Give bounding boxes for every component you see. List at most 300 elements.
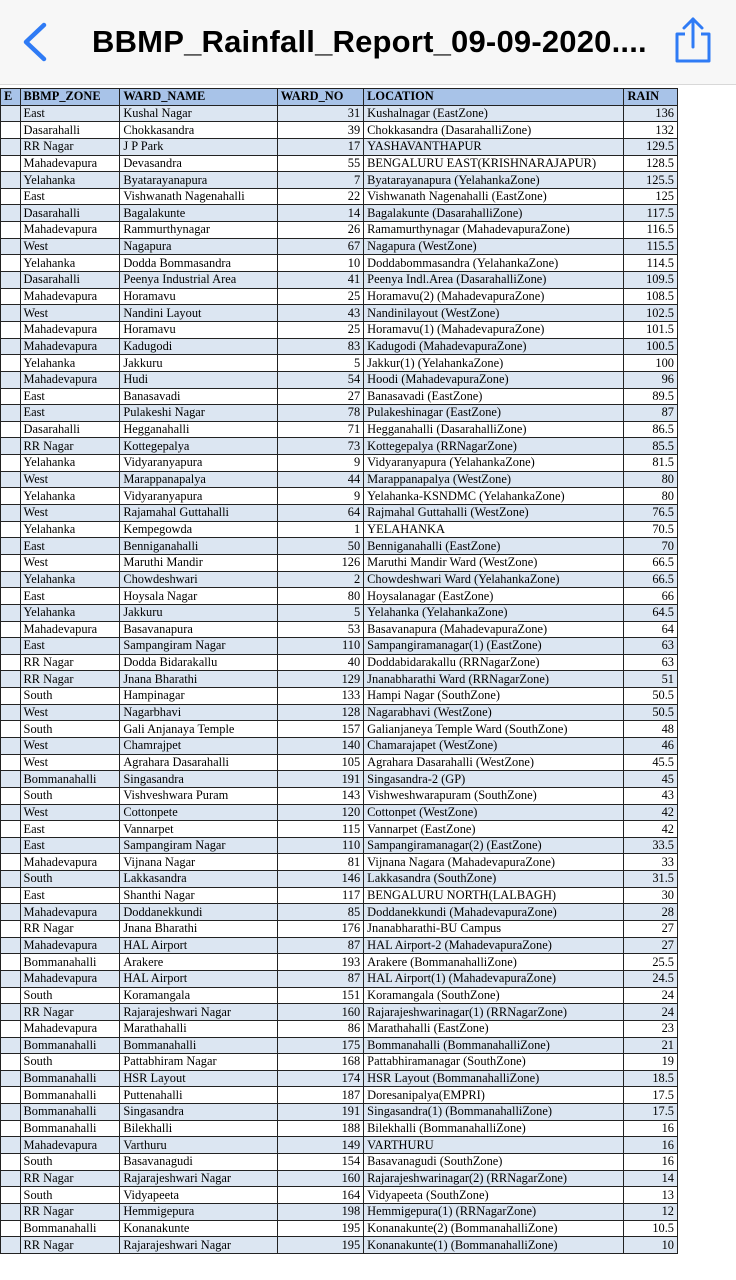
cell-location: BENGALURU NORTH(LALBAGH) [364, 887, 624, 904]
cell-ward-name: Chokkasandra [120, 122, 277, 139]
cell-ward-no: 117 [277, 887, 363, 904]
cell-ward-name: Rajamahal Guttahalli [120, 505, 277, 522]
cell-zone: Mahadevapura [20, 937, 120, 954]
cell-ward-no: 25 [277, 321, 363, 338]
cell-ward-name: Rammurthynagar [120, 222, 277, 239]
cell-location: Pattabhiramanagar (SouthZone) [364, 1054, 624, 1071]
cell-zone: Yelahanka [20, 521, 120, 538]
cell-ward-name: J P Park [120, 138, 277, 155]
cell-e [1, 471, 21, 488]
cell-location: Kottegepalya (RRNagarZone) [364, 438, 624, 455]
cell-e [1, 654, 21, 671]
cell-ward-name: Hampinagar [120, 688, 277, 705]
table-row [1, 272, 678, 289]
cell-location: Rajarajeshwarinagar(2) (RRNagarZone) [364, 1170, 624, 1187]
cell-location: Basavanagudi (SouthZone) [364, 1154, 624, 1171]
cell-rain: 23 [624, 1020, 678, 1037]
cell-ward-no: 86 [277, 1020, 363, 1037]
cell-rain: 17.5 [624, 1087, 678, 1104]
cell-ward-name: Bommanahalli [120, 1037, 277, 1054]
cell-zone: Bommanahalli [20, 1087, 120, 1104]
cell-ward-no: 73 [277, 438, 363, 455]
cell-location: Vidyapeeta (SouthZone) [364, 1187, 624, 1204]
cell-ward-name: Vishveshwara Puram [120, 787, 277, 804]
cell-e [1, 1187, 21, 1204]
cell-ward-no: 193 [277, 954, 363, 971]
cell-e [1, 1154, 21, 1171]
cell-ward-no: 140 [277, 737, 363, 754]
cell-ward-no: 191 [277, 1104, 363, 1121]
cell-ward-no: 143 [277, 787, 363, 804]
cell-e [1, 821, 21, 838]
cell-rain: 30 [624, 887, 678, 904]
cell-ward-name: Doddanekkundi [120, 904, 277, 921]
cell-location: Doddabommasandra (YelahankaZone) [364, 255, 624, 272]
cell-rain: 132 [624, 122, 678, 139]
cell-e [1, 222, 21, 239]
cell-zone: Bommanahalli [20, 1070, 120, 1087]
cell-rain: 80 [624, 488, 678, 505]
cell-zone: Mahadevapura [20, 155, 120, 172]
table-row [1, 954, 678, 971]
cell-ward-name: Marathahalli [120, 1020, 277, 1037]
cell-zone: South [20, 688, 120, 705]
cell-rain: 16 [624, 1120, 678, 1137]
cell-ward-name: Byatarayanapura [120, 172, 277, 189]
cell-rain: 24.5 [624, 970, 678, 987]
cell-ward-name: Banasavadi [120, 388, 277, 405]
cell-e [1, 854, 21, 871]
cell-e [1, 505, 21, 522]
cell-e [1, 638, 21, 655]
cell-ward-name: Hegganahalli [120, 421, 277, 438]
cell-ward-no: 154 [277, 1154, 363, 1171]
cell-rain: 46 [624, 737, 678, 754]
cell-location: Banasavadi (EastZone) [364, 388, 624, 405]
cell-rain: 28 [624, 904, 678, 921]
cell-ward-no: 126 [277, 554, 363, 571]
cell-ward-no: 151 [277, 987, 363, 1004]
table-row [1, 538, 678, 555]
cell-e [1, 421, 21, 438]
cell-ward-name: Puttenahalli [120, 1087, 277, 1104]
cell-ward-name: Dodda Bidarakallu [120, 654, 277, 671]
cell-rain: 50.5 [624, 704, 678, 721]
cell-ward-name: Vijnana Nagar [120, 854, 277, 871]
cell-zone: South [20, 1154, 120, 1171]
cell-location: Hoodi (MahadevapuraZone) [364, 371, 624, 388]
cell-ward-no: 1 [277, 521, 363, 538]
column-header-ward-name: WARD_NAME [120, 89, 277, 106]
cell-ward-no: 198 [277, 1203, 363, 1220]
cell-zone: South [20, 721, 120, 738]
cell-e [1, 238, 21, 255]
cell-rain: 86.5 [624, 421, 678, 438]
cell-zone: East [20, 405, 120, 422]
cell-zone: Bommanahalli [20, 1120, 120, 1137]
cell-location: Horamavu(2) (MahadevapuraZone) [364, 288, 624, 305]
cell-ward-name: Rajarajeshwari Nagar [120, 1237, 277, 1254]
cell-e [1, 1054, 21, 1071]
table-row [1, 1070, 678, 1087]
cell-location: Kadugodi (MahadevapuraZone) [364, 338, 624, 355]
cell-e [1, 588, 21, 605]
cell-ward-no: 27 [277, 388, 363, 405]
cell-zone: Bommanahalli [20, 771, 120, 788]
cell-ward-name: Kempegowda [120, 521, 277, 538]
cell-e [1, 288, 21, 305]
table-row [1, 488, 678, 505]
cell-zone: Mahadevapura [20, 621, 120, 638]
cell-rain: 19 [624, 1054, 678, 1071]
cell-e [1, 1120, 21, 1137]
cell-location: Singasandra(1) (BommanahalliZone) [364, 1104, 624, 1121]
cell-location: Koramangala (SouthZone) [364, 987, 624, 1004]
cell-ward-no: 191 [277, 771, 363, 788]
cell-e [1, 355, 21, 372]
cell-rain: 89.5 [624, 388, 678, 405]
cell-zone: East [20, 821, 120, 838]
table-row [1, 455, 678, 472]
chevron-left-icon[interactable] [20, 22, 50, 62]
cell-zone: West [20, 804, 120, 821]
cell-location: Pulakeshinagar (EastZone) [364, 405, 624, 422]
cell-ward-name: Horamavu [120, 321, 277, 338]
cell-zone: Yelahanka [20, 571, 120, 588]
cell-zone: RR Nagar [20, 654, 120, 671]
table-row [1, 688, 678, 705]
cell-rain: 10.5 [624, 1220, 678, 1237]
cell-zone: Bommanahalli [20, 954, 120, 971]
cell-rain: 18.5 [624, 1070, 678, 1087]
cell-e [1, 688, 21, 705]
cell-zone: East [20, 188, 120, 205]
cell-ward-name: Varthuru [120, 1137, 277, 1154]
cell-ward-no: 43 [277, 305, 363, 322]
cell-location: Konanakunte(2) (BommanahalliZone) [364, 1220, 624, 1237]
cell-ward-no: 31 [277, 105, 363, 122]
cell-ward-name: Marappanapalya [120, 471, 277, 488]
cell-ward-name: Sampangiram Nagar [120, 837, 277, 854]
top-navigation-bar [0, 0, 736, 85]
cell-location: Bagalakunte (DasarahalliZone) [364, 205, 624, 222]
cell-rain: 27 [624, 921, 678, 938]
cell-location: Singasandra-2 (GP) [364, 771, 624, 788]
cell-location: Basavanapura (MahadevapuraZone) [364, 621, 624, 638]
table-row [1, 904, 678, 921]
cell-location: Bilekhalli (BommanahalliZone) [364, 1120, 624, 1137]
cell-ward-no: 176 [277, 921, 363, 938]
cell-rain: 43 [624, 787, 678, 804]
table-row [1, 887, 678, 904]
table-row [1, 255, 678, 272]
table-row [1, 621, 678, 638]
cell-rain: 33.5 [624, 837, 678, 854]
cell-e [1, 887, 21, 904]
cell-rain: 101.5 [624, 321, 678, 338]
cell-rain: 16 [624, 1137, 678, 1154]
table-row [1, 1020, 678, 1037]
cell-rain: 136 [624, 105, 678, 122]
column-header-ward-no: WARD_NO [277, 89, 363, 106]
cell-zone: RR Nagar [20, 921, 120, 938]
share-icon[interactable] [672, 16, 714, 64]
cell-location: Doresanipalya(EMPRI) [364, 1087, 624, 1104]
table-row [1, 588, 678, 605]
cell-location: Nandinilayout (WestZone) [364, 305, 624, 322]
cell-ward-name: Horamavu [120, 288, 277, 305]
cell-ward-no: 164 [277, 1187, 363, 1204]
table-row [1, 721, 678, 738]
cell-e [1, 704, 21, 721]
table-row [1, 1037, 678, 1054]
cell-location: Doddabidarakallu (RRNagarZone) [364, 654, 624, 671]
cell-zone: West [20, 471, 120, 488]
cell-zone: West [20, 754, 120, 771]
cell-ward-no: 87 [277, 970, 363, 987]
cell-zone: Mahadevapura [20, 970, 120, 987]
cell-e [1, 388, 21, 405]
cell-rain: 116.5 [624, 222, 678, 239]
cell-zone: East [20, 638, 120, 655]
cell-ward-name: Basavanapura [120, 621, 277, 638]
cell-zone: Yelahanka [20, 455, 120, 472]
cell-zone: Dasarahalli [20, 205, 120, 222]
document-viewer[interactable] [0, 88, 736, 1280]
table-row [1, 937, 678, 954]
cell-e [1, 671, 21, 688]
cell-rain: 87 [624, 405, 678, 422]
cell-location: Hoysalanagar (EastZone) [364, 588, 624, 605]
cell-ward-no: 41 [277, 272, 363, 289]
cell-ward-no: 160 [277, 1170, 363, 1187]
cell-rain: 125.5 [624, 172, 678, 189]
table-row [1, 238, 678, 255]
cell-ward-name: Basavanagudi [120, 1154, 277, 1171]
table-row [1, 754, 678, 771]
cell-ward-no: 160 [277, 1004, 363, 1021]
cell-ward-no: 5 [277, 355, 363, 372]
cell-rain: 31.5 [624, 871, 678, 888]
table-row [1, 654, 678, 671]
cell-ward-name: Jakkuru [120, 355, 277, 372]
cell-e [1, 1020, 21, 1037]
cell-ward-no: 168 [277, 1054, 363, 1071]
cell-ward-no: 133 [277, 688, 363, 705]
cell-location: Agrahara Dasarahalli (WestZone) [364, 754, 624, 771]
column-header-rain: RAIN [624, 89, 678, 106]
cell-location: Peenya Indl.Area (DasarahalliZone) [364, 272, 624, 289]
table-row [1, 155, 678, 172]
cell-e [1, 338, 21, 355]
table-row [1, 355, 678, 372]
table-row [1, 1154, 678, 1171]
cell-location: Rajarajeshwarinagar(1) (RRNagarZone) [364, 1004, 624, 1021]
cell-ward-name: HSR Layout [120, 1070, 277, 1087]
cell-e [1, 455, 21, 472]
cell-rain: 21 [624, 1037, 678, 1054]
cell-location: Vishwanath Nagenahalli (EastZone) [364, 188, 624, 205]
cell-ward-no: 110 [277, 638, 363, 655]
cell-rain: 27 [624, 937, 678, 954]
table-row [1, 771, 678, 788]
cell-zone: Mahadevapura [20, 288, 120, 305]
cell-zone: Mahadevapura [20, 321, 120, 338]
cell-rain: 70.5 [624, 521, 678, 538]
cell-rain: 12 [624, 1203, 678, 1220]
table-row [1, 871, 678, 888]
cell-ward-no: 110 [277, 837, 363, 854]
cell-e [1, 554, 21, 571]
cell-ward-name: Maruthi Mandir [120, 554, 277, 571]
document-title: BBMP_Rainfall_Report_09-09-2020.... [92, 24, 647, 59]
cell-ward-no: 85 [277, 904, 363, 921]
cell-e [1, 1170, 21, 1187]
cell-ward-no: 22 [277, 188, 363, 205]
cell-ward-name: Chowdeshwari [120, 571, 277, 588]
cell-zone: Yelahanka [20, 172, 120, 189]
table-row [1, 821, 678, 838]
cell-ward-no: 87 [277, 937, 363, 954]
cell-zone: Mahadevapura [20, 1137, 120, 1154]
cell-ward-name: Hudi [120, 371, 277, 388]
cell-ward-name: Pattabhiram Nagar [120, 1054, 277, 1071]
table-row [1, 138, 678, 155]
cell-e [1, 970, 21, 987]
table-row [1, 505, 678, 522]
cell-ward-name: HAL Airport [120, 937, 277, 954]
cell-ward-no: 71 [277, 421, 363, 438]
table-row [1, 837, 678, 854]
cell-location: Maruthi Mandir Ward (WestZone) [364, 554, 624, 571]
cell-location: Vidyaranyapura (YelahankaZone) [364, 455, 624, 472]
cell-ward-no: 39 [277, 122, 363, 139]
cell-ward-name: Agrahara Dasarahalli [120, 754, 277, 771]
cell-zone: RR Nagar [20, 1203, 120, 1220]
cell-ward-name: Bagalakunte [120, 205, 277, 222]
cell-ward-no: 2 [277, 571, 363, 588]
cell-ward-no: 195 [277, 1220, 363, 1237]
cell-e [1, 305, 21, 322]
cell-ward-no: 80 [277, 588, 363, 605]
cell-e [1, 1037, 21, 1054]
table-row [1, 122, 678, 139]
cell-location: BENGALURU EAST(KRISHNARAJAPUR) [364, 155, 624, 172]
cell-ward-name: Rajarajeshwari Nagar [120, 1004, 277, 1021]
cell-location: Kushalnagar (EastZone) [364, 105, 624, 122]
cell-e [1, 521, 21, 538]
cell-ward-no: 26 [277, 222, 363, 239]
cell-ward-name: Rajarajeshwari Nagar [120, 1170, 277, 1187]
cell-zone: RR Nagar [20, 671, 120, 688]
cell-zone: Bommanahalli [20, 1220, 120, 1237]
table-row [1, 1187, 678, 1204]
cell-ward-no: 67 [277, 238, 363, 255]
cell-zone: Mahadevapura [20, 904, 120, 921]
cell-e [1, 787, 21, 804]
cell-ward-name: Dodda Bommasandra [120, 255, 277, 272]
cell-ward-no: 25 [277, 288, 363, 305]
cell-ward-no: 129 [277, 671, 363, 688]
cell-zone: Dasarahalli [20, 272, 120, 289]
cell-ward-name: Devasandra [120, 155, 277, 172]
cell-e [1, 921, 21, 938]
cell-location: Byatarayanapura (YelahankaZone) [364, 172, 624, 189]
cell-zone: Yelahanka [20, 488, 120, 505]
cell-location: Sampangiramanagar(1) (EastZone) [364, 638, 624, 655]
cell-zone: Dasarahalli [20, 421, 120, 438]
cell-ward-name: Vishwanath Nagenahalli [120, 188, 277, 205]
cell-rain: 109.5 [624, 272, 678, 289]
cell-ward-name: Konanakunte [120, 1220, 277, 1237]
cell-e [1, 188, 21, 205]
cell-location: Horamavu(1) (MahadevapuraZone) [364, 321, 624, 338]
column-header-e: E [1, 89, 21, 106]
cell-ward-no: 175 [277, 1037, 363, 1054]
cell-zone: East [20, 538, 120, 555]
cell-e [1, 1237, 21, 1254]
cell-location: HSR Layout (BommanahalliZone) [364, 1070, 624, 1087]
cell-rain: 64 [624, 621, 678, 638]
cell-ward-name: Hoysala Nagar [120, 588, 277, 605]
cell-location: Konanakunte(1) (BommanahalliZone) [364, 1237, 624, 1254]
cell-rain: 45 [624, 771, 678, 788]
cell-rain: 129.5 [624, 138, 678, 155]
table-row [1, 1004, 678, 1021]
cell-ward-name: Vannarpet [120, 821, 277, 838]
cell-rain: 63 [624, 638, 678, 655]
cell-e [1, 621, 21, 638]
cell-e [1, 488, 21, 505]
cell-location: Galianjaneya Temple Ward (SouthZone) [364, 721, 624, 738]
cell-location: HAL Airport(1) (MahadevapuraZone) [364, 970, 624, 987]
cell-e [1, 1137, 21, 1154]
cell-ward-name: Chamrajpet [120, 737, 277, 754]
cell-zone: Bommanahalli [20, 1037, 120, 1054]
cell-location: HAL Airport-2 (MahadevapuraZone) [364, 937, 624, 954]
cell-zone: Dasarahalli [20, 122, 120, 139]
table-row [1, 305, 678, 322]
cell-rain: 114.5 [624, 255, 678, 272]
cell-ward-no: 149 [277, 1137, 363, 1154]
cell-ward-no: 50 [277, 538, 363, 555]
cell-location: Vijnana Nagara (MahadevapuraZone) [364, 854, 624, 871]
cell-location: Sampangiramanagar(2) (EastZone) [364, 837, 624, 854]
cell-location: Chokkasandra (DasarahalliZone) [364, 122, 624, 139]
table-row [1, 604, 678, 621]
cell-ward-no: 9 [277, 455, 363, 472]
cell-ward-no: 187 [277, 1087, 363, 1104]
table-row [1, 471, 678, 488]
table-row [1, 205, 678, 222]
cell-e [1, 138, 21, 155]
cell-rain: 100.5 [624, 338, 678, 355]
cell-zone: RR Nagar [20, 438, 120, 455]
cell-ward-name: Vidyapeeta [120, 1187, 277, 1204]
cell-e [1, 571, 21, 588]
cell-rain: 115.5 [624, 238, 678, 255]
cell-ward-no: 17 [277, 138, 363, 155]
table-row [1, 438, 678, 455]
cell-ward-no: 7 [277, 172, 363, 189]
table-row [1, 371, 678, 388]
cell-location: Marappanapalya (WestZone) [364, 471, 624, 488]
cell-ward-no: 115 [277, 821, 363, 838]
cell-e [1, 205, 21, 222]
table-row [1, 804, 678, 821]
table-row [1, 1170, 678, 1187]
cell-location: YELAHANKA [364, 521, 624, 538]
